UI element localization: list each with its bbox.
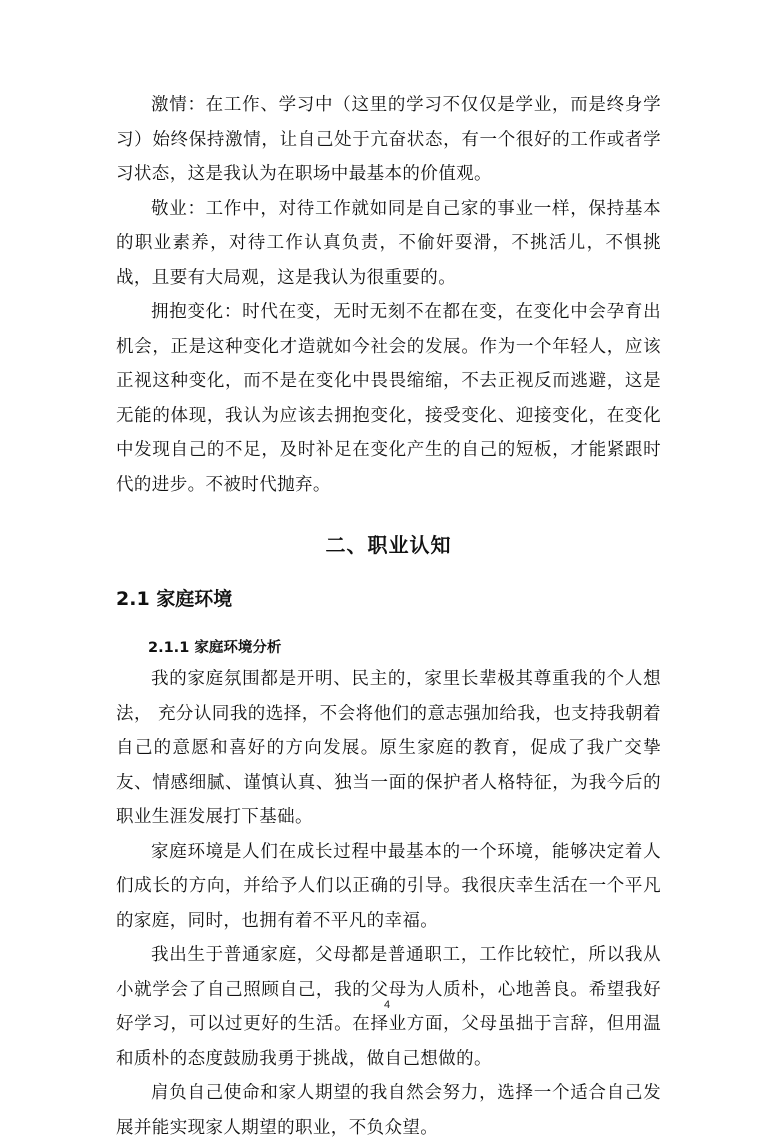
paragraph-expectations: 肩负自己使命和家人期望的我自然会努力，选择一个适合自己发展并能实现家人期望的职业，不负众望。 — [116, 1083, 661, 1138]
chapter-title: 二、职业认知 — [325, 533, 452, 557]
paragraph-embrace-change: 拥抱变化：时代在变，无时无刻不在都在变，在变化中会孕育出机会，正是这种变化才造就如今社会的发展。作为一个年轻人，应该正视这种变化，而不是在变化中畏畏缩缩，不去正视反而逃避，这是无能的体现，我认为应该去拥抱变化，接受变化、迎接变化，在变化中发现自己的不足，及时补足在变化产生的自己的短板，才能紧跟时代的进步。不被时代抛弃。 — [116, 302, 661, 495]
paragraph-family-atmosphere: 我的家庭氛围都是开明、民主的，家里长辈极其尊重我的个人想法， 充分认同我的选择，不会将他们的意志强加给我，也支持我朝着自己的意愿和喜好的方向发展。原生家庭的教育，促成了我广交挚友、情感细腻、谨慎认真、独当一面的保护者人格特征，为我今后的职业生涯发展打下基础。 — [116, 669, 661, 827]
paragraph-parents: 我出生于普通家庭，父母都是普通职工，工作比较忙，所以我从小就学会了自己照顾自己，我的父母为人质朴，心地善良。希望我好好学习，可以过更好的生活。在择业方面，父母虽拙于言辞，但用温和质朴的态度鼓励我勇于挑战，做自己想做的。 — [116, 945, 661, 1069]
subsection-title: 2.1.1 家庭环境分析 — [148, 640, 282, 656]
section-title: 2.1 家庭环境 — [116, 588, 233, 610]
paragraph-passion: 激情：在工作、学习中（这里的学习不仅仅是学业，而是终身学习）始终保持激情，让自己处于亢奋状态，有一个很好的工作或者学习状态，这是我认为在职场中最基本的价值观。 — [116, 95, 661, 184]
paragraph-dedication: 敬业：工作中，对待工作就如同是自己家的事业一样，保持基本的职业素养，对待工作认真负责，不偷奸耍滑，不挑活儿，不惧挑战，且要有大局观，这是我认为很重要的。 — [116, 198, 661, 288]
paragraph-family-environment: 家庭环境是人们在成长过程中最基本的一个环境，能够决定着人们成长的方向，并给予人们以正确的引导。我很庆幸生活在一个平凡的家庭，同时，也拥有着不平凡的幸福。 — [116, 841, 661, 931]
page-number: 4 — [383, 999, 391, 1011]
page-content — [116, 88, 661, 1145]
